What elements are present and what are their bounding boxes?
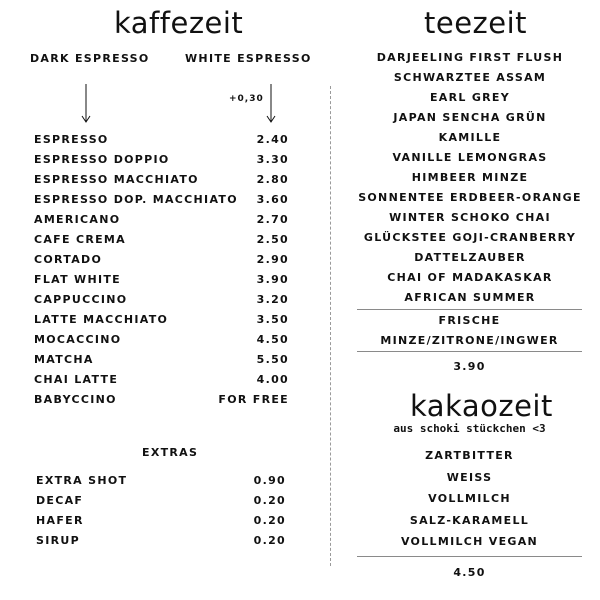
item-name: AMERICANO [34,212,121,226]
kakao-item: VOLLMILCH [428,492,511,506]
item-price: 4.00 [256,372,289,386]
item-price: 0.20 [253,493,286,507]
tea-item: CHAI OF MADAKASKAR [387,270,553,284]
tea-price: 3.90 [453,359,486,373]
item-name: CAPPUCCINO [34,292,128,306]
extra-item [36,490,286,510]
menu-item [34,209,289,229]
menu-item [34,389,289,409]
menu-item [34,329,289,349]
menu-item [34,249,289,269]
down-arrow-icon [81,84,91,124]
item-name: MOCACCINO [34,332,122,346]
item-name: HAFER [36,513,84,527]
menu-item [34,289,289,309]
extra-item [36,510,286,530]
menu-item [34,309,289,329]
tea-item: WINTER SCHOKO CHAI [389,210,551,224]
tea-item: AFRICAN SUMMER [404,290,536,304]
item-name: CHAI LATTE [34,372,119,386]
item-name: ESPRESSO [34,132,109,146]
item-name: ESPRESSO MACCHIATO [34,172,199,186]
item-price: 3.30 [256,152,289,166]
kakao-subtitle: aus schoki stückchen <3 [393,422,546,435]
item-name: MATCHA [34,352,94,366]
kakao-price: 4.50 [453,565,486,579]
item-price: 2.90 [256,252,289,266]
fresh-tea-block [357,310,582,350]
item-name: CAFE CREMA [34,232,126,246]
divider-line [357,556,582,557]
tea-item: SONNENTEE ERDBEER-ORANGE [358,190,582,204]
item-price: 2.70 [256,212,289,226]
column-divider [330,86,331,566]
item-price: 4.50 [256,332,289,346]
item-price: 3.20 [256,292,289,306]
fresh-tea-flavors: MINZE/ZITRONE/INGWER [380,333,559,347]
item-name: CORTADO [34,252,103,266]
menu-item [34,349,289,369]
item-price: 0.20 [253,533,286,547]
kakao-item: WEISS [446,470,493,484]
item-price: 3.60 [256,192,289,206]
tea-section-title: teezeit [424,6,528,40]
extras-list [36,470,286,550]
extra-item [36,470,286,490]
item-price: 2.50 [256,232,289,246]
tea-item: JAPAN SENCHA GRÜN [393,110,547,124]
item-name: BABYCCINO [34,392,117,406]
kakao-item: ZARTBITTER [425,449,514,463]
tea-item: DATTELZAUBER [414,250,526,264]
white-espresso-surcharge: +0,30 [229,94,264,104]
kakao-item: SALZ-KARAMELL [409,513,530,527]
item-name: ESPRESSO DOP. MACCHIATO [34,192,238,206]
menu-item [34,169,289,189]
item-name: SIRUP [36,533,80,547]
item-name: FLAT WHITE [34,272,121,286]
down-arrow-icon [266,84,276,124]
kakao-list [357,445,582,553]
coffee-section-title: kaffezeit [114,6,244,40]
item-price: 2.40 [256,132,289,146]
menu-item [34,149,289,169]
item-name: LATTE MACCHIATO [34,312,169,326]
tea-list [348,47,592,307]
item-price: 5.50 [256,352,289,366]
item-name: DECAF [36,493,84,507]
item-name: ESPRESSO DOPPIO [34,152,170,166]
white-espresso-header: WHITE ESPRESSO [185,52,312,65]
tea-item: GLÜCKSTEE GOJI-CRANBERRY [363,230,577,244]
item-price: 0.20 [253,513,286,527]
item-price: 2.80 [256,172,289,186]
tea-item: HIMBEER MINZE [411,170,529,184]
fresh-tea-label: FRISCHE [438,313,501,327]
kakao-item: VOLLMILCH VEGAN [400,535,539,549]
tea-item: EARL GREY [429,90,510,104]
item-name: EXTRA SHOT [36,473,128,487]
divider-line [357,351,582,352]
item-price: 0.90 [253,473,286,487]
item-price: FOR FREE [218,392,289,406]
dark-espresso-header: DARK ESPRESSO [30,52,150,65]
extra-item [36,530,286,550]
coffee-menu-list [34,129,289,409]
tea-item: VANILLE LEMONGRAS [392,150,548,164]
menu-item [34,229,289,249]
extras-section-title: EXTRAS [142,446,199,459]
tea-item: SCHWARZTEE ASSAM [393,70,547,84]
menu-item [34,189,289,209]
menu-item [34,369,289,389]
item-price: 3.50 [256,312,289,326]
kakao-section-title: kakaozeit [410,389,553,423]
menu-item [34,269,289,289]
item-price: 3.90 [256,272,289,286]
menu-item [34,129,289,149]
tea-item: KAMILLE [438,130,502,144]
tea-item: DARJEELING FIRST FLUSH [376,50,564,64]
